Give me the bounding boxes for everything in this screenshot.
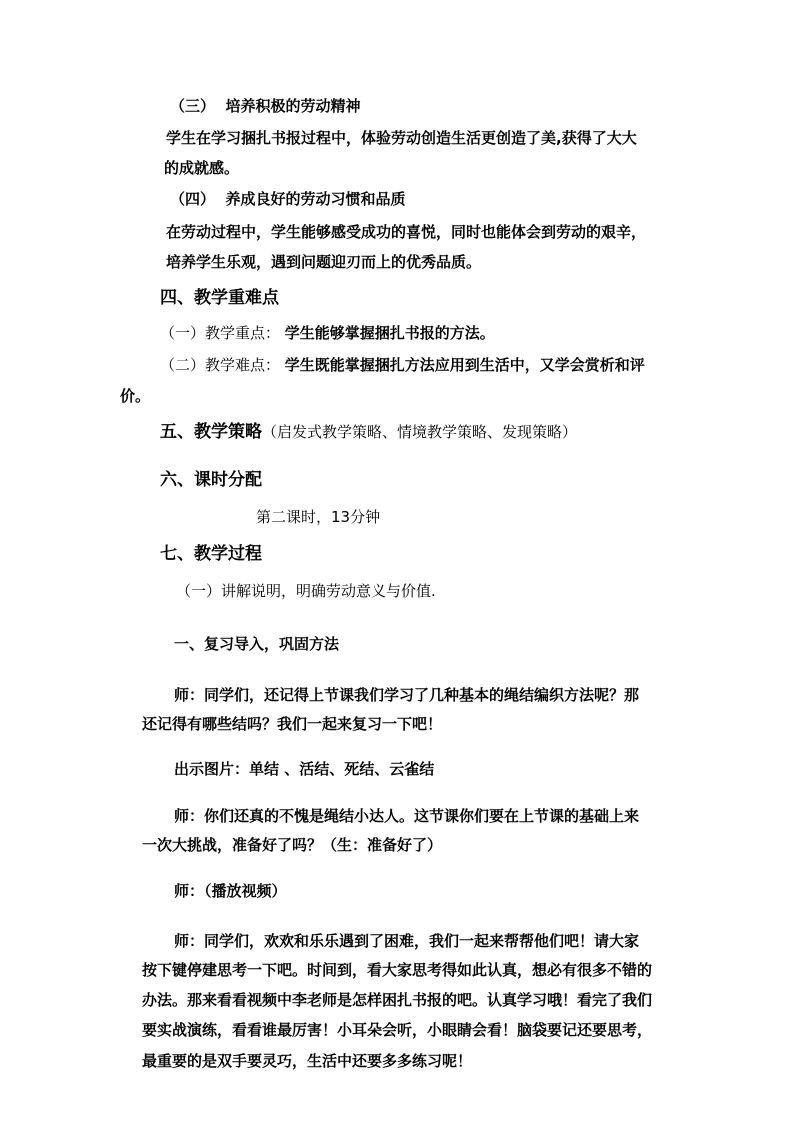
- period-allocation: 第二课时，13分钟: [256, 508, 381, 526]
- section-4-body-line-2: 培养学生乐观，遇到问题迎刃而上的优秀品质。: [166, 253, 482, 271]
- heading-5-note: （启发式教学策略、情境教学策略、发现策略）: [262, 423, 578, 441]
- heading-6: 六、课时分配: [160, 470, 262, 490]
- heading-5-title: 五、教学策略: [160, 422, 262, 442]
- heading-5: [160, 420, 577, 444]
- heading-4: 四、教学重难点: [160, 288, 279, 308]
- section-4-title: 养成良好的劳动习惯和品质: [225, 190, 406, 208]
- dialogue-3-line-1: 师：同学们，欢欢和乐乐遇到了困难，我们一起来帮帮他们吧！请大家: [174, 932, 640, 950]
- key-point-line: [160, 323, 495, 343]
- dialogue-3-line-5: 最重要的是双手要灵巧，生活中还要多多练习呢！: [142, 1052, 473, 1070]
- difficulty-continuation: 价。: [120, 387, 151, 405]
- section-3-body-line-2: 的成就感。: [164, 159, 240, 177]
- dialogue-3-line-3: 办法。那来看看视频中李老师是怎样困扎书报的吧。认真学习哦！看完了我们: [142, 991, 653, 1009]
- step-1-title: 一、复习导入，巩固方法: [174, 635, 340, 653]
- section-4-body-line-1: 在劳动过程中，学生能够感受成功的喜悦，同时也能体会到劳动的艰辛，: [166, 223, 647, 241]
- key-point-label: （一）教学重点：: [160, 324, 281, 342]
- dialogue-1-line-1: 师：同学们，还记得上节课我们学习了几种基本的绳结编织方法呢？那: [174, 686, 640, 704]
- section-3-body-line-1: 学生在学习捆扎书报过程中，体验劳动创造生活更创造了美,获得了大大: [166, 129, 637, 147]
- section-4-heading: [170, 189, 405, 209]
- play-video-line: 师：（播放视频）: [174, 882, 287, 900]
- dialogue-1-line-2: 还记得有哪些结吗？我们一起来复习一下吧！: [142, 715, 443, 733]
- heading-7: 七、教学过程: [160, 544, 262, 564]
- process-intro: （一）讲解说明，明确劳动意义与价值.: [176, 582, 436, 600]
- section-3-heading: [170, 96, 360, 116]
- section-3-number: （三）: [170, 97, 216, 115]
- difficulty-label: （二）教学难点：: [160, 356, 281, 374]
- dialogue-3-line-2: 按下键停建思考一下吧。时间到，看大家思考得如此认真，想必有很多不错的: [142, 961, 653, 979]
- dialogue-2-line-2: 一次大挑战，准备好了吗？（生：准备好了）: [142, 836, 443, 854]
- dialogue-2-line-1: 师：你们还真的不愧是绳结小达人。这节课你们要在上节课的基础上来: [174, 807, 640, 825]
- difficulty-line: [160, 355, 645, 375]
- section-4-number: （四）: [170, 190, 216, 208]
- difficulty-text: 学生既能掌握捆扎方法应用到生活中，又学会赏析和评: [284, 356, 645, 374]
- section-3-title: 培养积极的劳动精神: [225, 97, 361, 115]
- dialogue-3-line-4: 要实战演练，看看谁最厉害！小耳朵会听，小眼睛会看！脑袋要记还要思考，: [142, 1021, 653, 1039]
- key-point-text: 学生能够掌握捆扎书报的方法。: [284, 324, 495, 342]
- show-pictures-line: 出示图片：单结 、活结、死结、云雀结: [174, 760, 435, 778]
